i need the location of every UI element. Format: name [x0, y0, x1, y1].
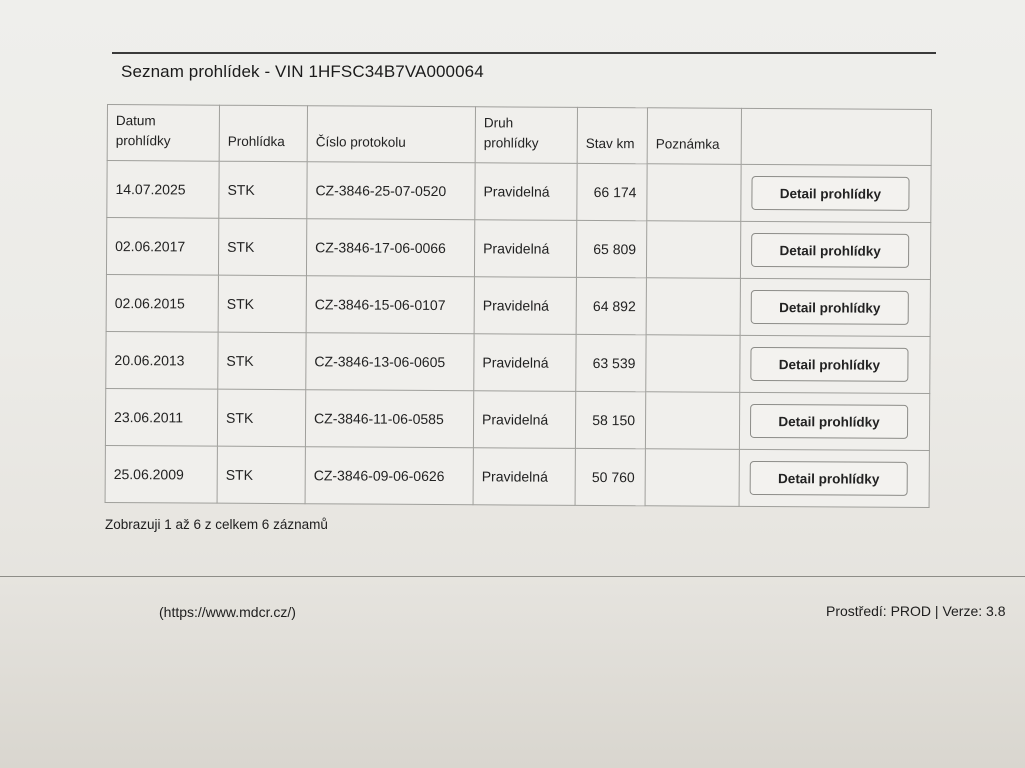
table-row	[105, 445, 929, 507]
cell-note	[645, 392, 739, 450]
cell-date: 25.06.2009	[105, 445, 217, 503]
column-header-odometer: Stav km	[577, 107, 647, 163]
cell-odometer: 64 892	[576, 277, 646, 334]
environment-version: Prostředí: PROD | Verze: 3.8	[826, 603, 1006, 619]
cell-type: Pravidelná	[474, 220, 576, 278]
detail-button[interactable]: Detail prohlídky	[751, 290, 909, 325]
cell-odometer: 50 760	[575, 448, 645, 505]
cell-note	[646, 335, 740, 393]
cell-date: 23.06.2011	[105, 388, 217, 446]
column-header-note: Poznámka	[647, 108, 741, 165]
cell-note	[646, 221, 740, 279]
cell-note	[646, 278, 740, 336]
cell-action	[741, 164, 931, 222]
detail-button[interactable]: Detail prohlídky	[750, 404, 908, 439]
table-row	[106, 331, 930, 393]
table-header-row	[107, 105, 931, 166]
detail-button[interactable]: Detail prohlídky	[751, 233, 909, 268]
cell-protocol: CZ-3846-09-06-0626	[305, 447, 473, 505]
cell-odometer: 63 539	[576, 334, 646, 391]
cell-inspection: STK	[218, 275, 306, 333]
cell-inspection: STK	[218, 332, 306, 390]
detail-button[interactable]: Detail prohlídky	[750, 347, 908, 382]
inspection-table-container	[105, 104, 931, 508]
cell-type: Pravidelná	[475, 163, 577, 221]
cell-inspection: STK	[217, 446, 305, 504]
cell-date: 02.06.2015	[106, 274, 218, 332]
cell-action	[740, 278, 930, 336]
detail-button[interactable]: Detail prohlídky	[750, 461, 908, 496]
cell-action	[739, 392, 929, 450]
cell-protocol: CZ-3846-17-06-0066	[306, 219, 474, 277]
footer-rule	[0, 576, 1025, 577]
cell-action	[739, 449, 929, 507]
cell-action	[740, 335, 930, 393]
cell-odometer: 58 150	[575, 391, 645, 448]
column-header-type: Druh prohlídky	[475, 107, 577, 164]
cell-action	[740, 221, 930, 279]
page-title: Seznam prohlídek - VIN 1HFSC34B7VA000064	[121, 62, 484, 81]
footer-link[interactable]: (https://www.mdcr.cz/)	[159, 604, 296, 620]
column-header-action	[741, 108, 931, 165]
cell-inspection: STK	[218, 218, 306, 276]
cell-protocol: CZ-3846-15-06-0107	[306, 276, 474, 334]
records-summary: Zobrazuji 1 až 6 z celkem 6 záznamů	[105, 517, 328, 532]
cell-protocol: CZ-3846-11-06-0585	[305, 390, 473, 448]
cell-type: Pravidelná	[473, 391, 575, 449]
cell-protocol: CZ-3846-13-06-0605	[306, 333, 474, 391]
detail-button[interactable]: Detail prohlídky	[751, 176, 909, 211]
cell-date: 02.06.2017	[106, 218, 218, 276]
cell-odometer: 66 174	[577, 163, 647, 220]
table-row	[106, 218, 930, 280]
cell-note	[645, 449, 739, 507]
cell-type: Pravidelná	[473, 448, 575, 506]
cell-date: 20.06.2013	[106, 331, 218, 389]
cell-inspection: STK	[217, 389, 305, 447]
column-header-inspection: Prohlídka	[219, 105, 307, 162]
table-row	[107, 161, 931, 223]
cell-odometer: 65 809	[576, 220, 646, 277]
table-row	[106, 274, 930, 336]
column-header-date: Datum prohlídky	[107, 105, 219, 162]
inspection-table	[105, 104, 932, 508]
cell-type: Pravidelná	[474, 277, 576, 335]
cell-date: 14.07.2025	[107, 161, 219, 219]
header-rule	[112, 52, 936, 54]
cell-inspection: STK	[219, 161, 307, 219]
cell-protocol: CZ-3846-25-07-0520	[307, 162, 475, 220]
column-header-protocol: Číslo protokolu	[307, 106, 475, 163]
cell-type: Pravidelná	[474, 334, 576, 392]
cell-note	[647, 164, 741, 222]
table-row	[105, 388, 929, 450]
